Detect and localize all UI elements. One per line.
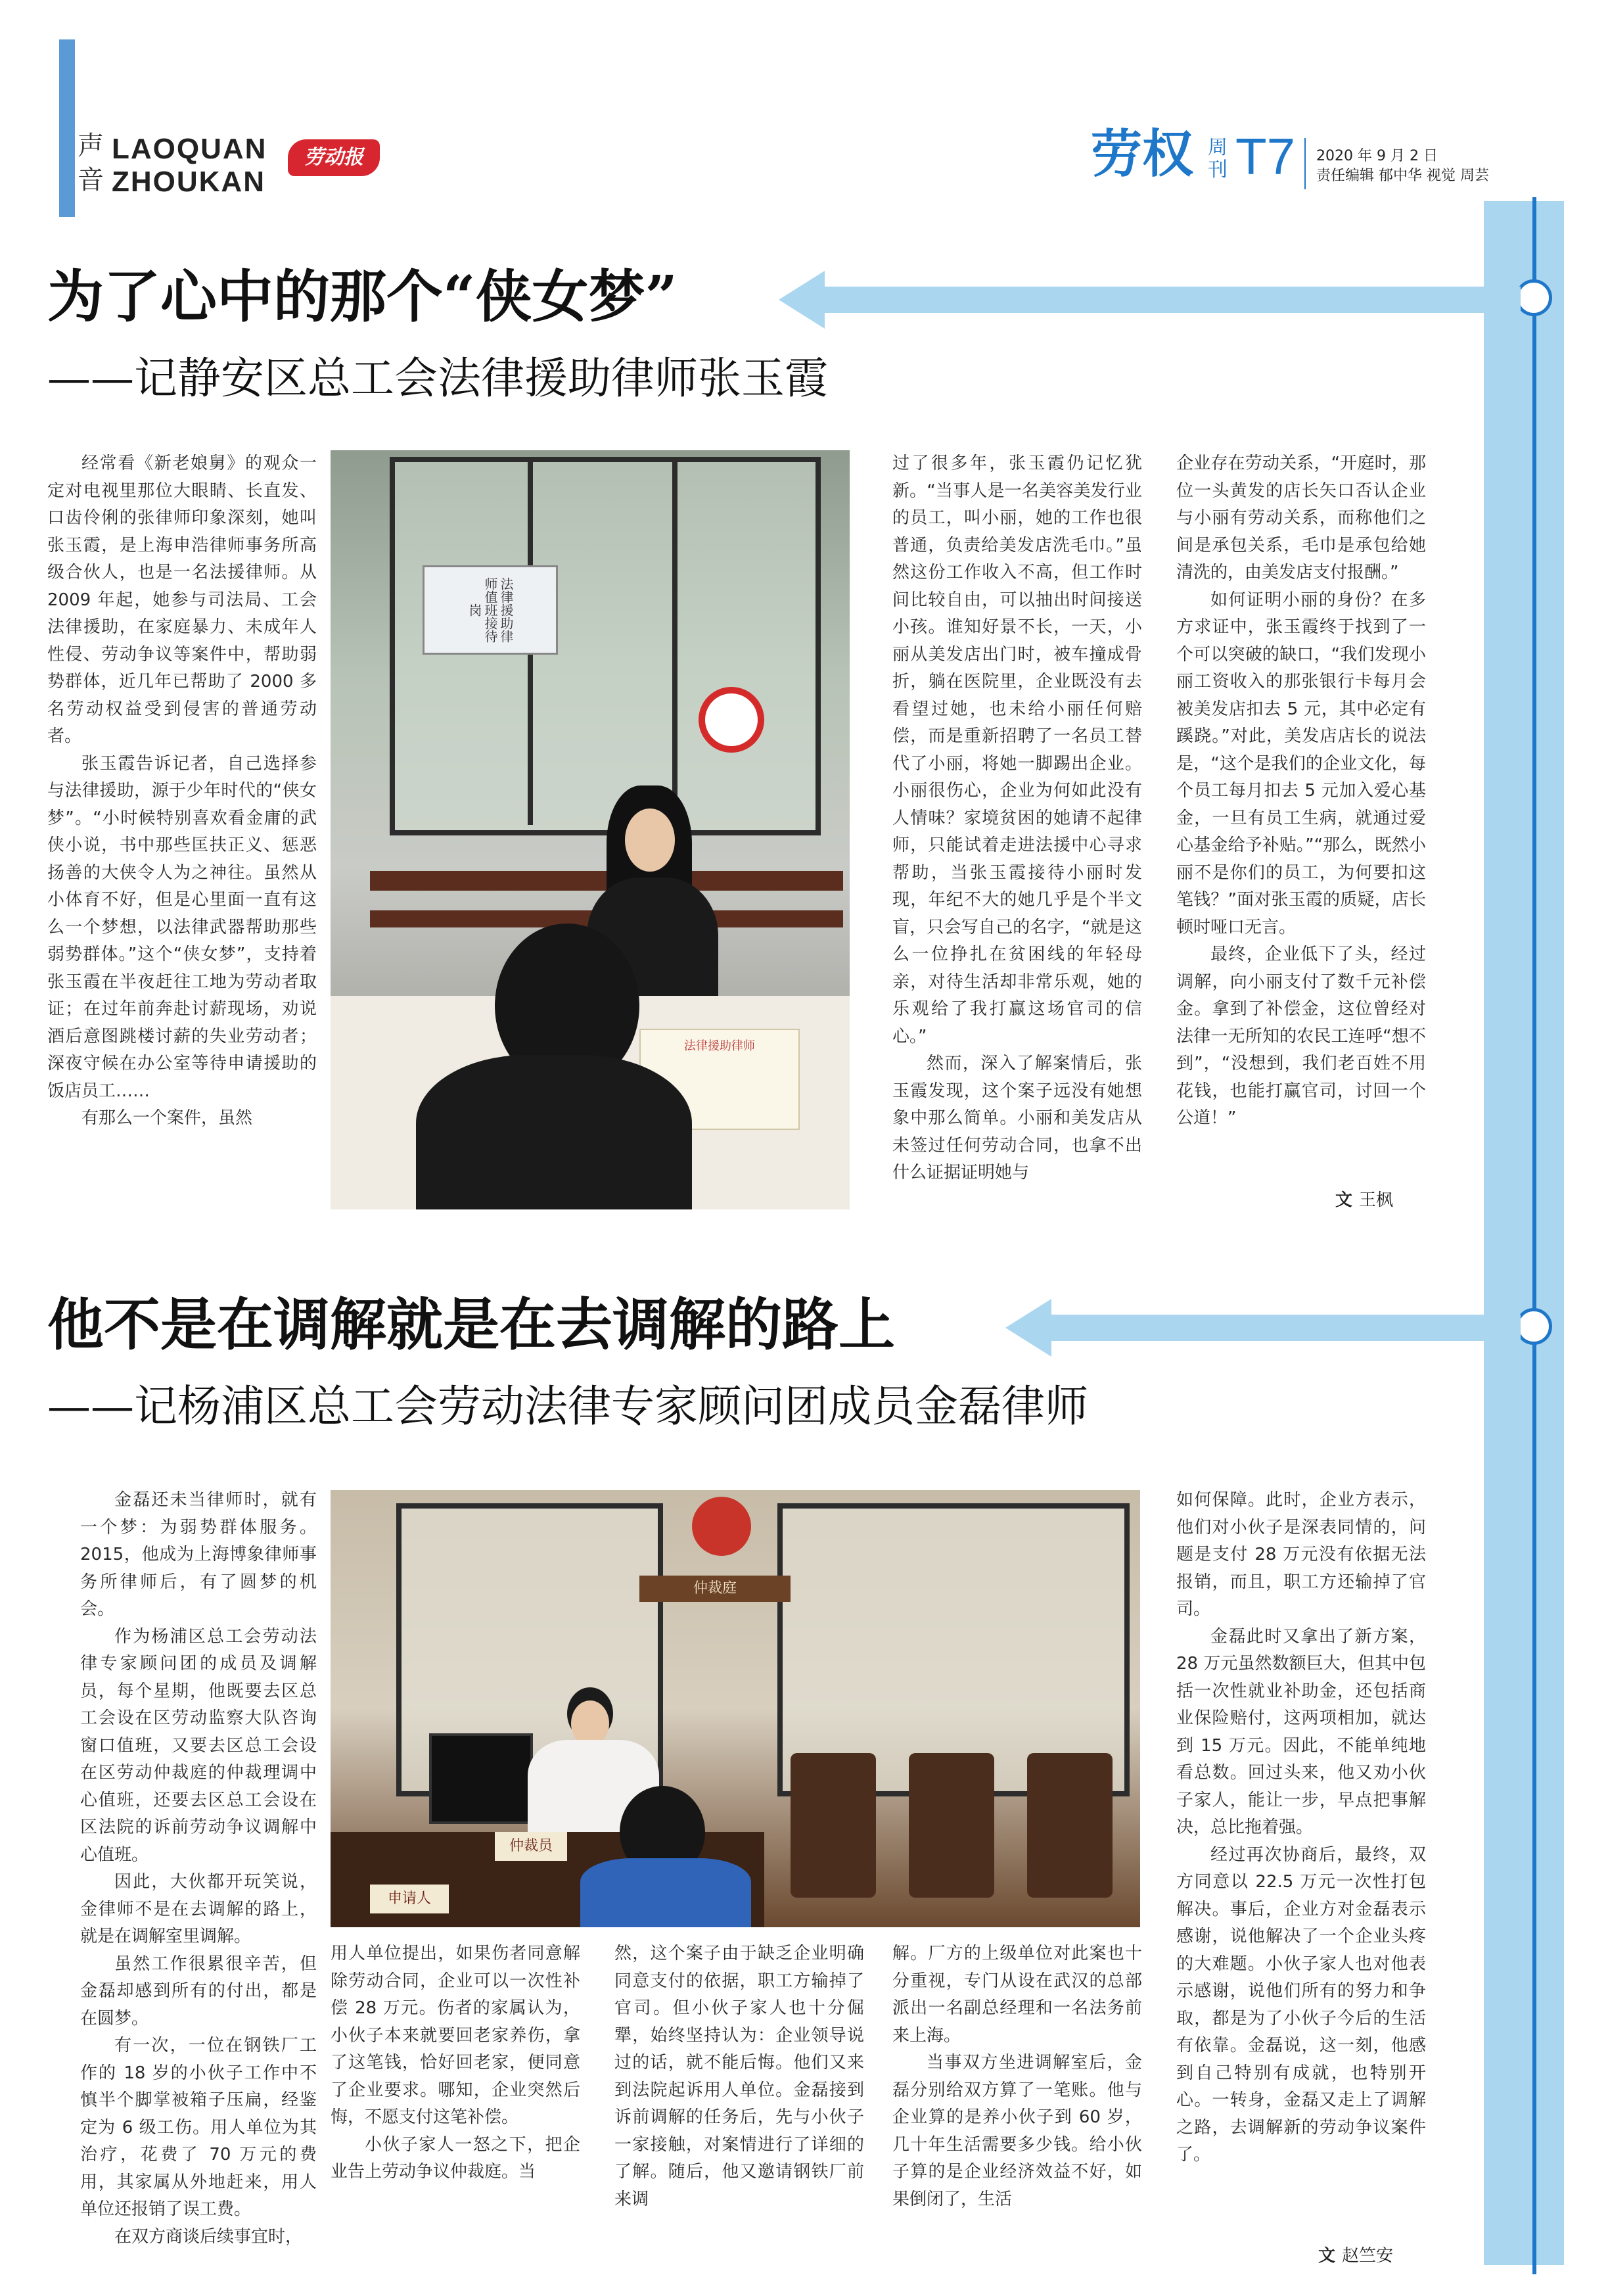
desk-nameplate-text: 法律援助律师 <box>684 1039 755 1053</box>
rail-node-1 <box>1515 279 1552 316</box>
header-divider <box>1304 138 1306 189</box>
article-1-column-1 <box>47 450 317 1133</box>
byline-label: 文 <box>1318 2246 1335 2266</box>
article-1-column-4 <box>1176 450 1426 1133</box>
decorative-rail <box>1484 201 1564 2265</box>
paragraph: 经过再次协商后，最终，双方同意以 22.5 万元一次性打包解决。事后，企业方对金磊表示感谢，说他解决了一个企业头疼的大难题。小伙子家人也对他表示感谢，说他们所有的努力和争取，都是为了小伙子今后的生活有依靠。金磊说，这一刻，他感到自己特别有成就，也特别开心。一转身，金磊又走上了调解之路，去调解新的劳动争议案件了。 <box>1176 1844 1426 2165</box>
chair <box>791 1753 876 1898</box>
paragraph: 作为杨浦区总工会劳动法律专家顾问团的成员及调解员，每个星期，他既要去区总工会设在区劳动监察大队咨询窗口值班，又要去区总工会设在区劳动仲裁庭的仲裁理调中心值班，还要去区总工会设在区法院的诉前劳动争议调解中心值班。 <box>80 1626 317 1865</box>
no-smoking-icon <box>699 687 764 753</box>
paragraph: 过了很多年，张玉霞仍记忆犹新。“当事人是一名美容美发行业的员工，叫小丽，她的工作也很普通，负责给美发店洗毛巾。”虽然这份工作收入不高，但工作时间比较自由，可以抽出时间接送小孩。谁知好景不长，一天，小丽从美发店出门时，被车撞成骨折，躺在医院里，企业既没有去看望过她，也未给小丽任何赔偿，而是重新招聘了一名员工替代了小丽，将她一脚踢出企业。小丽很伤心，企业为何如此没有人情味？家境贫困的她请不起律师，只能试着走进法援中心寻求帮助，当张玉霞接待小丽时发现，年纪不大的她几乎是个半文盲，只会写自己的名字，“就是这么一位挣扎在贫困线的年轻母亲，对待生活却非常乐观，她的乐观给了我打赢这场官司的信心。” <box>892 454 1142 1046</box>
article-1-byline <box>1176 1187 1393 1213</box>
article-1-subtitle: ——记静安区总工会法律援助律师张玉霞 <box>47 353 828 404</box>
desk-sign-applicant: 申请人 <box>370 1885 449 1913</box>
rail-line <box>1532 197 1536 2274</box>
paragraph: 解。厂方的上级单位对此案也十分重视，专门从设在武汉的总部派出一名副总经理和一名法务前来上海。 <box>892 1944 1142 2046</box>
byline-author: 王枫 <box>1358 1190 1393 1210</box>
woman-face <box>625 808 675 872</box>
window-mullion <box>672 457 678 825</box>
paragraph: 最终，企业低下了头，经过调解，向小丽支付了数千元补偿金。拿到了补偿金，这位曾经对法律一无所知的农民工连呼“想不到”，“没想到，我们老百姓不用花钱，也能打赢官司，讨回一个公道！” <box>1176 945 1426 1128</box>
article-2-column-4 <box>892 1940 1142 2213</box>
young-man-shirt <box>580 1858 751 1927</box>
paragraph: 有那么一个案件，虽然 <box>81 1108 253 1128</box>
title-arrow-2-bar <box>1051 1315 1521 1341</box>
paragraph: 因此，大伙都开玩笑说，金律师不是在去调解的路上，就是在调解室里调解。 <box>80 1872 317 1946</box>
client-back <box>416 1055 692 1209</box>
paragraph: 经常看《新老娘舅》的观众一定对电视里那位大眼睛、长直发、口齿伶俐的张律师印象深刻，她叫张玉霞，是上海申浩律师事务所高级合伙人，也是一名法援律师。从 2009 年起，她参与司法局、工会法律援助，在家庭暴力、未成年人性侵、劳动争议等案件中，帮助弱势群体，近几年已帮助了 2000 多名劳动权益受到侵害的普通劳动者。 <box>47 454 317 746</box>
article-1-title: 为了心中的那个“侠女梦” <box>47 264 678 330</box>
paragraph: 如何证明小丽的身份？在多方求证中，张玉霞终于找到了一个可以突破的缺口，“我们发现小丽工资收入的那张银行卡每月会被美发店扣去 5 元，其中必定有蹊跷。”对此，美发店店长的说法是，“这个是我们的企业文化，每个员工每月扣去 5 元加入爱心基金，一旦有员工生病，就通过爱心基金给予补贴。”“那么，既然小丽不是你们的员工，为何要扣这笔钱？”面对张玉霞的质疑，店长顿时哑口无言。 <box>1176 590 1426 937</box>
paragraph: 当事双方坐进调解室后，金磊分别给双方算了一笔账。他与企业算的是养小伙子到 60 岁，几十年生活需要多少钱。给小伙子算的是企业经济效益不好，如果倒闭了，生活 <box>892 2053 1142 2209</box>
paragraph: 虽然工作很累很辛苦，但金磊却感到所有的付出，都是在圆梦。 <box>80 1954 317 2028</box>
legal-aid-sign-text: 法律援助律师值班接待岗 <box>467 577 514 643</box>
column-char-2: 音 <box>78 165 104 195</box>
paper-logo: 劳动报 <box>288 139 380 176</box>
computer-monitor <box>429 1733 533 1824</box>
column-char-1: 声 <box>78 131 104 161</box>
header-accent-bar <box>59 39 75 217</box>
paragraph: 用人单位提出，如果伤者同意解除劳动合同，企业可以一次性补偿 28 万元。伤者的家属认为，小伙子本来就要回老家养伤，拿了这笔钱，恰好回老家，便同意了企业要求。哪知，企业突然后悔，不愿支付这笔补偿。 <box>331 1944 580 2127</box>
title-arrow-2 <box>1005 1299 1051 1357</box>
title-arrow-1-bar <box>824 287 1521 313</box>
page-number: T7 <box>1235 128 1296 185</box>
article-2-byline <box>1176 2243 1393 2269</box>
article-2-column-2 <box>331 1940 580 2186</box>
paragraph: 企业存在劳动关系，“开庭时，那位一头黄发的店长矢口否认企业与小丽有劳动关系，而称他们之间是承包关系，毛巾是承包给她清洗的，由美发店支付报酬。” <box>1176 454 1426 582</box>
paragraph: 金磊还未当律师时，就有一个梦：为弱势群体服务。2015，他成为上海博象律师事务所律师后，有了圆梦的机会。 <box>80 1490 317 1619</box>
column-name-chars <box>78 129 106 197</box>
paragraph: 然，这个案子由于缺乏企业明确同意支付的依据，职工方输掉了官司。但小伙子家人也十分倔犟，始终坚持认为：企业领导说过的话，就不能后悔。他们又来到法院起诉用人单位。金磊接到诉前调解的任务后，先与小伙子一家接触，对案情进行了详细的了解。随后，他又邀请钢铁厂前来调 <box>614 1944 864 2209</box>
paragraph: 金磊此时又拿出了新方案，28 万元虽然数额巨大，但其中包括一次性就业补助金，还包括商业保险赔付，这两项相加，就达到 15 万元。因此，不能单纯地看总数。回过头来，他又劝小伙子家人，能让一步，早点把事解决，总比拖着强。 <box>1176 1626 1426 1837</box>
chair <box>909 1753 994 1898</box>
paragraph: 小伙子家人一怒之下，把企业告上劳动争议仲裁庭。当 <box>331 2134 580 2182</box>
paragraph: 有一次，一位在钢铁厂工作的 18 岁的小伙子工作中不慎半个脚掌被箱子压扁，经鉴定为 6 级工伤。用人单位为其治疗，花费了 70 万元的费用，其家属从外地赶来，用人单位还报销了误工费。 <box>80 2036 317 2219</box>
article-2-photo <box>331 1490 1140 1927</box>
article-2-column-5 <box>1176 1487 1426 2169</box>
column-en-line-2: ZHOUKAN <box>112 166 265 198</box>
byline-author: 赵竺安 <box>1341 2246 1393 2266</box>
paragraph: 张玉霞告诉记者，自己选择参与法律援助，源于少年时代的“侠女梦”。“小时候特别喜欢看金庸的武侠小说，书中那些匡扶正义、惩恶扬善的大侠令人为之神往。虽然从小体育不好，但是心里面一直有这么一个梦想，以法律武器帮助那些弱势群体。”这个“侠女梦”，支持着张玉霞在半夜赶往工地为劳动者取证；在过年前奔赴讨薪现场，劝说酒后意图跳楼讨薪的失业劳动者；深夜守候在办公室等待申请援助的饭店员工…… <box>47 753 317 1101</box>
article-1-photo <box>331 450 850 1209</box>
desk-sign-arbitrator: 仲裁员 <box>495 1832 567 1861</box>
article-1-column-3 <box>892 450 1142 1187</box>
issue-date: 2020 年 9 月 2 日 <box>1316 148 1438 164</box>
chair <box>1027 1753 1113 1898</box>
editor-credits: 责任编辑 郁中华 视觉 周芸 <box>1316 168 1489 184</box>
article-2-title: 他不是在调解就是在去调解的路上 <box>47 1292 895 1358</box>
tribunal-plaque: 仲裁庭 <box>639 1576 791 1602</box>
byline-label: 文 <box>1335 1190 1352 1210</box>
weekly-label: 周刊 <box>1208 136 1228 181</box>
title-arrow-1 <box>779 271 825 329</box>
paragraph: 然而，深入了解案情后，张玉霞发现，这个案子远没有她想象中那么简单。小丽和美发店从未签过任何劳动合同，也拿不出什么证据证明她与 <box>892 1054 1142 1183</box>
column-en-line-1: LAOQUAN <box>112 133 267 165</box>
rail-node-2 <box>1515 1308 1552 1345</box>
paragraph: 在双方商谈后续事宜时， <box>114 2226 303 2247</box>
legal-aid-sign <box>423 565 558 655</box>
court-emblem-icon <box>692 1497 751 1556</box>
article-2-column-3 <box>614 1940 864 2213</box>
article-2-column-1 <box>80 1487 317 2251</box>
column-name-english <box>112 133 267 199</box>
paragraph: 如何保障。此时，企业方表示，他们对小伙子是深表同情的，问题是支付 28 万元没有依据无法报销，而且，职工方还输掉了官司。 <box>1176 1490 1426 1619</box>
section-name: 劳权 <box>1091 125 1194 184</box>
article-2-subtitle: ——记杨浦区总工会劳动法律专家顾问团成员金磊律师 <box>47 1381 1088 1432</box>
